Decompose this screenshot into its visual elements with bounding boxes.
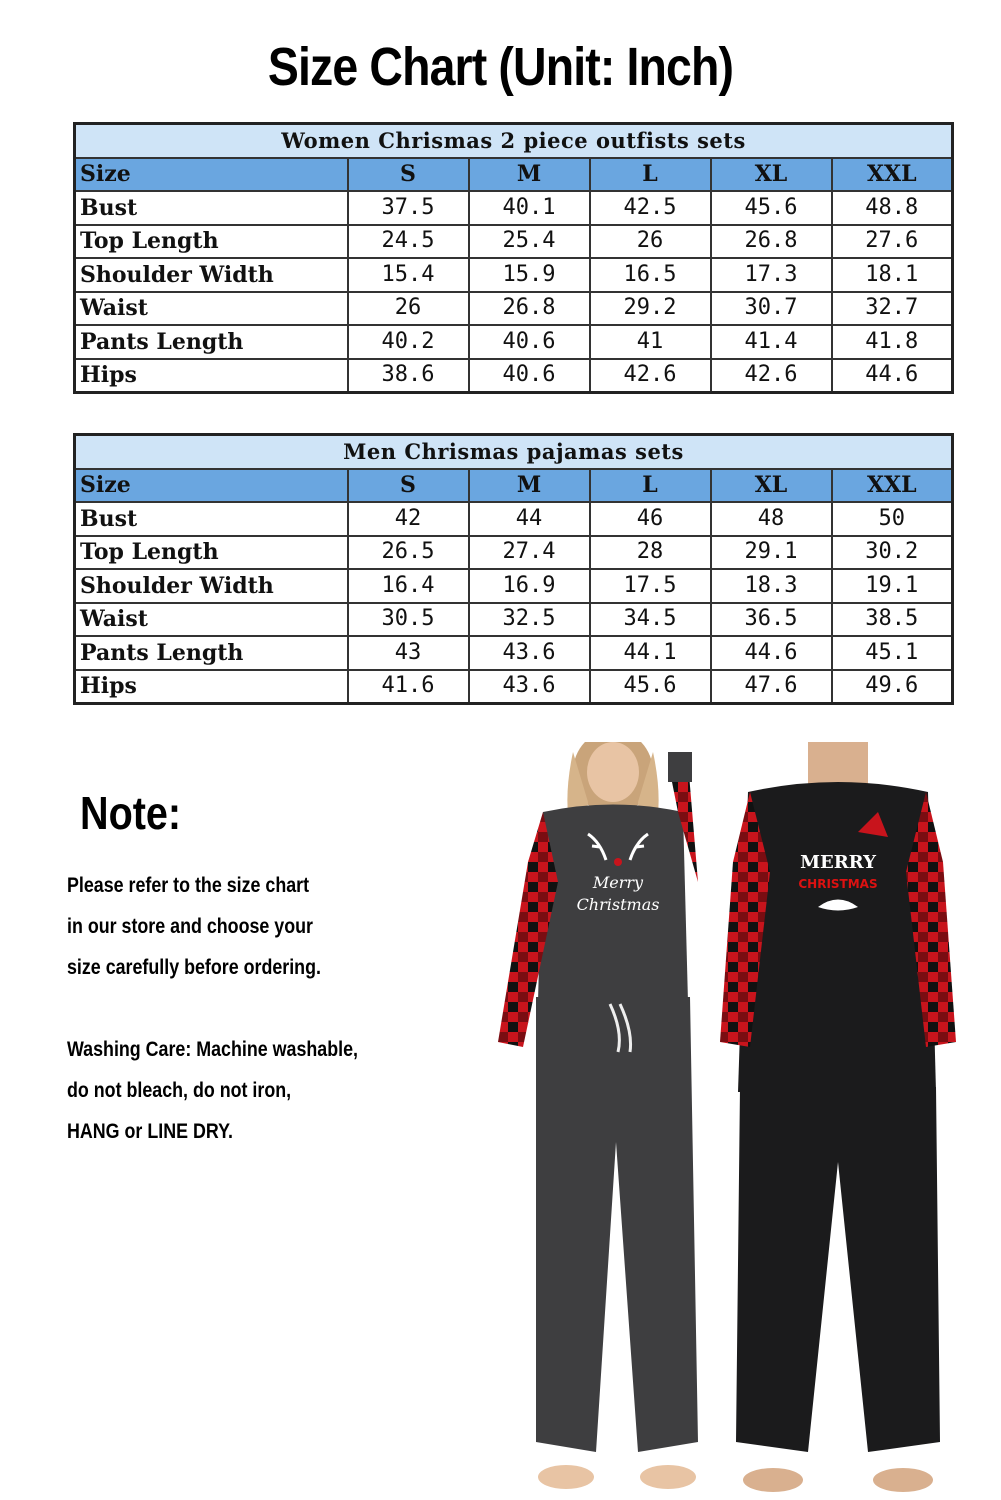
measurement-value: 30.5 (348, 603, 469, 637)
table-row (75, 502, 953, 536)
woman-face (587, 742, 639, 802)
measurement-value: 29.1 (711, 536, 832, 570)
women-table-body (75, 191, 953, 393)
measurement-value: 43 (348, 636, 469, 670)
measurement-value: 42 (348, 502, 469, 536)
men-table-body (75, 502, 953, 704)
measurement-value: 38.5 (832, 603, 953, 637)
measurement-value: 26.5 (348, 536, 469, 570)
measurement-label: Pants Length (75, 325, 348, 359)
measurement-value: 41.8 (832, 325, 953, 359)
measurement-label: Waist (75, 603, 348, 637)
measurement-value: 17.3 (711, 258, 832, 292)
man-pants (736, 1087, 940, 1452)
note-line: Please refer to the size chart (67, 874, 310, 897)
measurement-value: 26.8 (469, 292, 590, 326)
measurement-value: 44.6 (832, 359, 953, 393)
table-row (75, 536, 953, 570)
table-row (75, 258, 953, 292)
size-s-header: S (348, 469, 469, 503)
note-title: Note: (80, 787, 182, 839)
measurement-value: 18.1 (832, 258, 953, 292)
table-row (75, 359, 953, 393)
washing-care-line: Washing Care: Machine washable, (67, 1038, 358, 1061)
size-xl-header: XL (711, 158, 832, 192)
measurement-label: Hips (75, 670, 348, 704)
size-m-header: M (469, 158, 590, 192)
washing-care-line: HANG or LINE DRY. (67, 1120, 233, 1143)
measurement-value: 34.5 (590, 603, 711, 637)
measurement-value: 32.7 (832, 292, 953, 326)
table-row (75, 325, 953, 359)
measurement-value: 49.6 (832, 670, 953, 704)
measurement-value: 45.6 (590, 670, 711, 704)
measurement-value: 32.5 (469, 603, 590, 637)
table-caption: Men Chrismas pajamas sets (75, 435, 953, 469)
size-s-header: S (348, 158, 469, 192)
woman-pants (536, 997, 698, 1452)
measurement-label: Top Length (75, 536, 348, 570)
measurement-value: 26 (348, 292, 469, 326)
size-xxl-header: XXL (832, 158, 953, 192)
table-caption: Women Chrismas 2 piece outfists sets (75, 124, 953, 158)
measurement-value: 40.1 (469, 191, 590, 225)
men-size-table (73, 433, 954, 705)
measurement-label: Pants Length (75, 636, 348, 670)
measurement-value: 45.6 (711, 191, 832, 225)
woman-print-line1: Merry (592, 873, 644, 892)
measurement-value: 43.6 (469, 636, 590, 670)
measurement-label: Waist (75, 292, 348, 326)
man-shirt (738, 782, 936, 1092)
man-print-line2: CHRISTMAS (798, 877, 878, 891)
measurement-value: 27.6 (832, 225, 953, 259)
measurement-value: 43.6 (469, 670, 590, 704)
measurement-value: 24.5 (348, 225, 469, 259)
measurement-value: 48.8 (832, 191, 953, 225)
measurement-value: 37.5 (348, 191, 469, 225)
man-foot (873, 1468, 933, 1492)
measurement-value: 15.4 (348, 258, 469, 292)
measurement-value: 41.6 (348, 670, 469, 704)
measurement-value: 44.6 (711, 636, 832, 670)
size-l-header: L (590, 469, 711, 503)
measurement-value: 46 (590, 502, 711, 536)
measurement-value: 16.5 (590, 258, 711, 292)
table-row (75, 569, 953, 603)
table-row (75, 603, 953, 637)
note-line: size carefully before ordering. (67, 956, 321, 979)
measurement-value: 40.6 (469, 359, 590, 393)
size-header: Size (75, 158, 348, 192)
measurement-value: 36.5 (711, 603, 832, 637)
measurement-value: 44 (469, 502, 590, 536)
measurement-value: 48 (711, 502, 832, 536)
measurement-value: 18.3 (711, 569, 832, 603)
table-header-row (75, 158, 953, 192)
measurement-value: 41 (590, 325, 711, 359)
page-title: Size Chart (Unit: Inch) (267, 37, 734, 97)
measurement-value: 29.2 (590, 292, 711, 326)
woman-foot (640, 1465, 696, 1489)
measurement-value: 42.5 (590, 191, 711, 225)
measurement-value: 42.6 (711, 359, 832, 393)
measurement-label: Bust (75, 191, 348, 225)
table-row (75, 670, 953, 704)
measurement-value: 27.4 (469, 536, 590, 570)
measurement-value: 42.6 (590, 359, 711, 393)
size-m-header: M (469, 469, 590, 503)
woman-print-line2: Christmas (576, 895, 660, 914)
measurement-label: Top Length (75, 225, 348, 259)
man-model (720, 742, 956, 1492)
table-header-row (75, 469, 953, 503)
measurement-value: 40.6 (469, 325, 590, 359)
measurement-value: 45.1 (832, 636, 953, 670)
measurement-label: Bust (75, 502, 348, 536)
washing-care-line: do not bleach, do not iron, (67, 1079, 292, 1102)
measurement-value: 26.8 (711, 225, 832, 259)
size-l-header: L (590, 158, 711, 192)
size-header: Size (75, 469, 348, 503)
measurement-value: 50 (832, 502, 953, 536)
measurement-label: Shoulder Width (75, 258, 348, 292)
measurement-value: 26 (590, 225, 711, 259)
table-row (75, 191, 953, 225)
measurement-label: Hips (75, 359, 348, 393)
size-xxl-header: XXL (832, 469, 953, 503)
measurement-value: 41.4 (711, 325, 832, 359)
woman-foot (538, 1465, 594, 1489)
table-row (75, 636, 953, 670)
product-photo (488, 742, 988, 1498)
measurement-value: 25.4 (469, 225, 590, 259)
measurement-value: 19.1 (832, 569, 953, 603)
measurement-label: Shoulder Width (75, 569, 348, 603)
table-row (75, 225, 953, 259)
measurement-value: 47.6 (711, 670, 832, 704)
man-print-line1: MERRY (800, 852, 876, 873)
note-line: in our store and choose your (67, 915, 313, 938)
size-xl-header: XL (711, 469, 832, 503)
measurement-value: 15.9 (469, 258, 590, 292)
measurement-value: 16.4 (348, 569, 469, 603)
measurement-value: 40.2 (348, 325, 469, 359)
woman-model (498, 742, 698, 1489)
measurement-value: 44.1 (590, 636, 711, 670)
measurement-value: 28 (590, 536, 711, 570)
man-foot (743, 1468, 803, 1492)
table-row (75, 292, 953, 326)
measurement-value: 30.2 (832, 536, 953, 570)
measurement-value: 17.5 (590, 569, 711, 603)
measurement-value: 38.6 (348, 359, 469, 393)
measurement-value: 30.7 (711, 292, 832, 326)
women-size-table (73, 122, 954, 394)
measurement-value: 16.9 (469, 569, 590, 603)
